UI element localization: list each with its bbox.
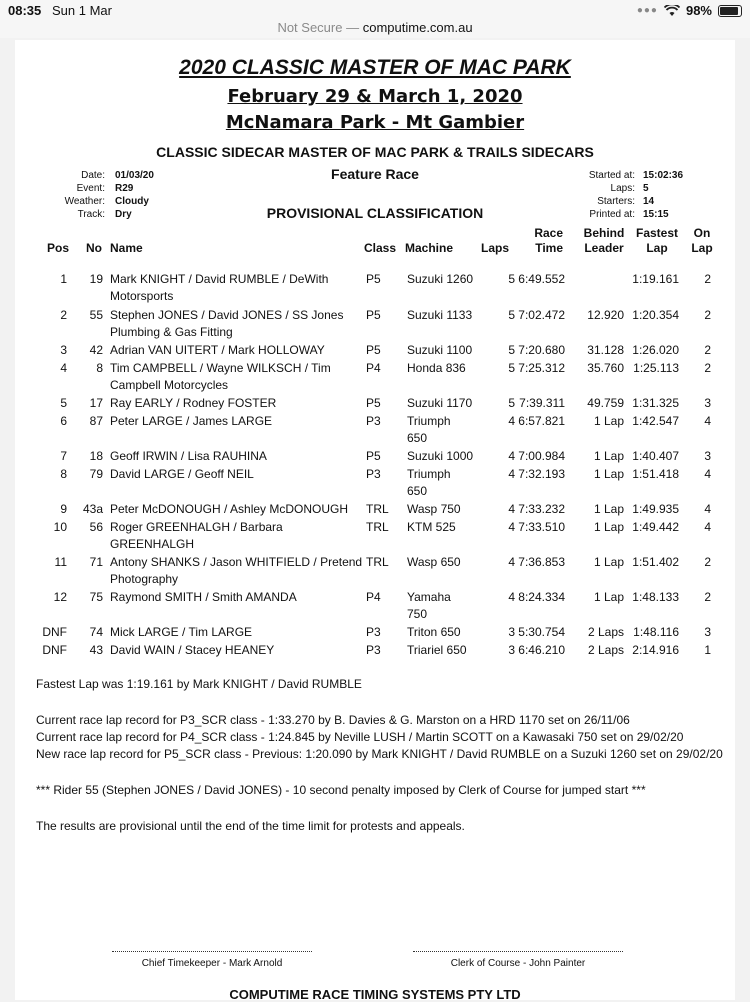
cell-fastest: 1:49.442 bbox=[632, 520, 679, 534]
event-dates: February 29 & March 1, 2020 bbox=[227, 86, 523, 107]
cell-race-time: 7:33.510 bbox=[518, 520, 565, 534]
status-bar bbox=[0, 0, 750, 20]
cell-pos: 8 bbox=[60, 467, 67, 481]
cell-race-time: 5:30.754 bbox=[518, 625, 565, 639]
cell-name: Peter McDONOUGH / Ashley McDONOUGH bbox=[110, 502, 349, 516]
cell-machine: Suzuki 1000 bbox=[407, 449, 474, 463]
cell-no: 18 bbox=[89, 449, 103, 463]
cell-race-time: 7:25.312 bbox=[518, 361, 565, 375]
cell-pos: 3 bbox=[60, 343, 67, 357]
cell-no: 55 bbox=[89, 308, 103, 322]
cell-laps: 5 bbox=[508, 272, 515, 286]
meta-starters-label: Starters: bbox=[597, 196, 635, 207]
meta-printed-value: 15:15 bbox=[643, 209, 669, 220]
venue: McNamara Park - Mt Gambier bbox=[225, 112, 525, 133]
header-on-lap: Lap bbox=[691, 241, 713, 255]
cell-race-time: 7:36.853 bbox=[518, 555, 565, 569]
cell-pos: 12 bbox=[53, 590, 67, 604]
cell-machine: Wasp 750 bbox=[407, 502, 461, 516]
meta-track-label: Track: bbox=[77, 209, 105, 220]
cell-fastest: 1:25.113 bbox=[633, 361, 679, 375]
cell-behind: 1 Lap bbox=[593, 555, 624, 569]
meta-event-label: Event: bbox=[76, 183, 105, 194]
results-document bbox=[15, 40, 735, 1000]
cell-name: Adrian VAN UITERT / Mark HOLLOWAY bbox=[110, 343, 325, 357]
cell-name: Stephen JONES / David JONES / SS Jones bbox=[110, 308, 344, 322]
cell-class: P5 bbox=[366, 343, 381, 357]
meta-right bbox=[555, 170, 725, 226]
cell-class: P3 bbox=[366, 625, 381, 639]
record-p4-note: Current race lap record for P4_SCR class - 1:24.845 by Neville LUSH / Martin SCOTT on a Kawasaki 750 set on 29/02/20 bbox=[36, 730, 684, 744]
header-name: Name bbox=[110, 241, 143, 255]
cell-behind: 49.759 bbox=[587, 396, 624, 410]
cell-laps: 5 bbox=[508, 343, 515, 357]
header-pos: Pos bbox=[47, 241, 70, 255]
cell-no: 79 bbox=[89, 467, 103, 481]
cell-fastest: 1:26.020 bbox=[632, 343, 679, 357]
cell-fastest: 1:31.325 bbox=[632, 396, 679, 410]
cell-on-lap: 2 bbox=[704, 361, 711, 375]
cell-no: 43a bbox=[82, 502, 103, 516]
cell-pos: 11 bbox=[54, 555, 67, 569]
cell-machine: Wasp 650 bbox=[407, 555, 461, 569]
timekeeper-signature: Chief Timekeeper - Mark Arnold bbox=[141, 958, 283, 969]
cell-machine: KTM 525 bbox=[407, 520, 456, 534]
classification-heading: PROVISIONAL CLASSIFICATION bbox=[266, 205, 484, 221]
cell-no: 42 bbox=[89, 343, 103, 357]
cell-behind: 1 Lap bbox=[593, 414, 624, 428]
cell-laps: 4 bbox=[508, 467, 515, 481]
cell-laps: 4 bbox=[508, 555, 515, 569]
cell-class: TRL bbox=[366, 520, 389, 534]
cell-name: Antony SHANKS / Jason WHITFIELD / Pretend bbox=[110, 555, 363, 569]
cell-no: 8 bbox=[96, 361, 103, 375]
cell-name: Ray EARLY / Rodney FOSTER bbox=[110, 396, 277, 410]
security-label: Not Secure bbox=[277, 20, 343, 35]
cell-pos: 5 bbox=[60, 396, 67, 410]
cell-pos: 6 bbox=[60, 414, 67, 428]
header-fastest-lap: Lap bbox=[646, 241, 668, 255]
cell-machine: Suzuki 1100 bbox=[407, 343, 473, 357]
header-fastest: Fastest bbox=[635, 226, 679, 240]
cell-name: Peter LARGE / James LARGE bbox=[110, 414, 273, 428]
clerk-signature: Clerk of Course - John Painter bbox=[450, 958, 586, 969]
meta-weather-label: Weather: bbox=[64, 196, 105, 207]
cell-pos: 9 bbox=[60, 502, 67, 516]
cell-on-lap: 4 bbox=[704, 414, 711, 428]
cell-name: Plumbing & Gas Fitting bbox=[110, 325, 233, 339]
cell-on-lap: 2 bbox=[704, 308, 711, 322]
cell-laps: 4 bbox=[508, 520, 515, 534]
cell-machine: 650 bbox=[407, 484, 428, 498]
cell-on-lap: 3 bbox=[704, 625, 711, 639]
cell-race-time: 6:46.210 bbox=[518, 643, 565, 657]
cell-no: 43 bbox=[89, 643, 103, 657]
cell-class: P5 bbox=[366, 449, 381, 463]
cell-class: P3 bbox=[366, 643, 381, 657]
cell-on-lap: 2 bbox=[704, 555, 711, 569]
cell-class: P3 bbox=[366, 414, 381, 428]
cell-pos: 7 bbox=[60, 449, 67, 463]
cell-name: Mick LARGE / Tim LARGE bbox=[110, 625, 253, 639]
header-on: On bbox=[693, 226, 711, 240]
meta-starters-value: 14 bbox=[643, 196, 655, 207]
cell-behind: 1 Lap bbox=[593, 467, 624, 481]
cell-race-time: 7:02.472 bbox=[518, 308, 565, 322]
url-separator: — bbox=[346, 20, 360, 35]
cell-laps: 4 bbox=[508, 590, 515, 604]
meta-date-value: 01/03/20 bbox=[115, 170, 154, 181]
url-domain: computime.com.au bbox=[362, 20, 473, 35]
document-title: 2020 CLASSIC MASTER OF MAC PARK bbox=[179, 56, 571, 79]
cell-on-lap: 2 bbox=[704, 272, 711, 286]
cell-behind: 1 Lap bbox=[593, 449, 624, 463]
cell-machine: Suzuki 1133 bbox=[407, 308, 473, 322]
cell-laps: 5 bbox=[508, 361, 515, 375]
cell-laps: 5 bbox=[508, 396, 515, 410]
cell-on-lap: 2 bbox=[704, 343, 711, 357]
cell-fastest: 1:42.547 bbox=[632, 414, 679, 428]
cell-race-time: 7:00.984 bbox=[518, 449, 565, 463]
cell-laps: 4 bbox=[508, 414, 515, 428]
cell-machine: Triton 650 bbox=[407, 625, 461, 639]
race-name: Feature Race bbox=[331, 166, 419, 182]
cell-machine: Triariel 650 bbox=[407, 643, 467, 657]
meta-started-label: Started at: bbox=[588, 170, 635, 181]
header-time: Time bbox=[535, 241, 563, 255]
meta-track-value: Dry bbox=[115, 209, 132, 220]
cell-class: P4 bbox=[366, 590, 381, 604]
cell-pos: 2 bbox=[60, 308, 67, 322]
cell-laps: 4 bbox=[508, 449, 515, 463]
clerk-signature-line bbox=[413, 951, 623, 952]
cell-race-time: 8:24.334 bbox=[518, 590, 565, 604]
cell-laps: 3 bbox=[508, 625, 515, 639]
cell-class: TRL bbox=[366, 555, 389, 569]
cell-on-lap: 3 bbox=[704, 449, 711, 463]
cell-fastest: 1:48.116 bbox=[633, 625, 679, 639]
wifi-icon bbox=[664, 5, 680, 17]
event-title: CLASSIC SIDECAR MASTER OF MAC PARK & TRAILS SIDECARS bbox=[156, 144, 594, 160]
footer-company: COMPUTIME RACE TIMING SYSTEMS PTY LTD bbox=[229, 987, 521, 1002]
cell-name: Tim CAMPBELL / Wayne WILKSCH / Tim bbox=[110, 361, 331, 375]
address-bar[interactable] bbox=[0, 20, 750, 38]
cell-behind: 1 Lap bbox=[593, 590, 624, 604]
header-class: Class bbox=[364, 241, 397, 255]
cell-machine: Triumph bbox=[407, 414, 451, 428]
cell-race-time: 7:39.311 bbox=[519, 396, 565, 410]
header-no: No bbox=[86, 241, 102, 255]
cell-machine: Suzuki 1260 bbox=[407, 272, 474, 286]
fastest-lap-note: Fastest Lap was 1:19.161 by Mark KNIGHT / David RUMBLE bbox=[36, 677, 362, 691]
header-behind: Behind bbox=[583, 226, 625, 240]
header-machine: Machine bbox=[405, 241, 454, 255]
cell-no: 19 bbox=[89, 272, 103, 286]
cell-name: Mark KNIGHT / David RUMBLE / DeWith bbox=[110, 272, 329, 286]
meta-date-label: Date: bbox=[81, 170, 105, 181]
cell-machine: 650 bbox=[407, 431, 428, 445]
cell-race-time: 6:49.552 bbox=[518, 272, 565, 286]
cell-name: Raymond SMITH / Smith AMANDA bbox=[110, 590, 297, 604]
cell-class: P5 bbox=[366, 308, 381, 322]
cell-name: Photography bbox=[110, 572, 179, 586]
meta-weather-value: Cloudy bbox=[115, 196, 149, 207]
cell-pos: 1 bbox=[60, 272, 67, 286]
header-race: Race bbox=[534, 226, 563, 240]
cell-fastest: 2:14.916 bbox=[632, 643, 679, 657]
cell-on-lap: 4 bbox=[704, 467, 711, 481]
cell-pos: DNF bbox=[42, 643, 67, 657]
cell-fastest: 1:51.402 bbox=[632, 555, 679, 569]
cell-class: TRL bbox=[366, 502, 389, 516]
cell-no: 74 bbox=[89, 625, 103, 639]
multitask-dots-icon[interactable]: ●●● bbox=[636, 5, 658, 16]
cell-name: Geoff IRWIN / Lisa RAUHINA bbox=[110, 449, 267, 463]
status-date: Sun 1 Mar bbox=[52, 3, 112, 18]
cell-fastest: 1:20.354 bbox=[632, 308, 679, 322]
cell-on-lap: 1 bbox=[704, 643, 711, 657]
cell-no: 87 bbox=[89, 414, 103, 428]
cell-no: 17 bbox=[89, 396, 103, 410]
cell-behind: 35.760 bbox=[587, 361, 624, 375]
record-p3-note: Current race lap record for P3_SCR class - 1:33.270 by B. Davies & G. Marston on a HRD 1170 set on 26/11/06 bbox=[36, 713, 630, 727]
meta-left bbox=[15, 170, 215, 226]
cell-fastest: 1:49.935 bbox=[632, 502, 679, 516]
cell-behind: 1 Lap bbox=[593, 520, 624, 534]
battery-percent: 98% bbox=[685, 3, 712, 18]
cell-fastest: 1:48.133 bbox=[632, 590, 679, 604]
cell-on-lap: 4 bbox=[704, 502, 711, 516]
cell-class: P4 bbox=[366, 361, 381, 375]
cell-fastest: 1:40.407 bbox=[632, 449, 679, 463]
record-p5-note: New race lap record for P5_SCR class - Previous: 1:20.090 by Mark KNIGHT / David RUMBLE on a Suzuki 1260 set on 29/02/20 bbox=[36, 747, 723, 761]
cell-class: P3 bbox=[366, 467, 381, 481]
cell-machine: 750 bbox=[407, 607, 428, 621]
cell-machine: Honda 836 bbox=[407, 361, 466, 375]
timekeeper-signature-line bbox=[112, 951, 312, 952]
provisional-note: The results are provisional until the end of the time limit for protests and appeals. bbox=[36, 819, 465, 833]
cell-name: Campbell Motorcycles bbox=[110, 378, 229, 392]
cell-on-lap: 3 bbox=[704, 396, 711, 410]
battery-icon bbox=[718, 5, 742, 17]
cell-pos: 10 bbox=[53, 520, 67, 534]
cell-class: P5 bbox=[366, 272, 381, 286]
cell-on-lap: 2 bbox=[704, 590, 711, 604]
meta-event-value: R29 bbox=[115, 183, 134, 194]
cell-machine: Triumph bbox=[407, 467, 451, 481]
cell-pos: 4 bbox=[60, 361, 67, 375]
cell-no: 56 bbox=[89, 520, 103, 534]
cell-name: Roger GREENHALGH / Barbara bbox=[110, 520, 283, 534]
cell-behind: 12.920 bbox=[587, 308, 624, 322]
cell-laps: 5 bbox=[508, 308, 515, 322]
cell-behind: 1 Lap bbox=[593, 502, 624, 516]
cell-machine: Yamaha bbox=[407, 590, 451, 604]
status-time: 08:35 bbox=[8, 3, 42, 18]
cell-no: 71 bbox=[89, 555, 103, 569]
cell-name: GREENHALGH bbox=[110, 537, 195, 551]
header-laps: Laps bbox=[481, 241, 510, 255]
cell-behind: 31.128 bbox=[587, 343, 624, 357]
cell-machine: Suzuki 1170 bbox=[407, 396, 473, 410]
cell-name: Motorsports bbox=[110, 289, 174, 303]
cell-class: P5 bbox=[366, 396, 381, 410]
cell-fastest: 1:51.418 bbox=[632, 467, 679, 481]
cell-laps: 4 bbox=[508, 502, 515, 516]
cell-on-lap: 4 bbox=[704, 520, 711, 534]
penalty-note: *** Rider 55 (Stephen JONES / David JONES) - 10 second penalty imposed by Clerk of Course for jumped start *** bbox=[36, 783, 646, 797]
cell-race-time: 7:20.680 bbox=[518, 343, 565, 357]
cell-race-time: 7:32.193 bbox=[518, 467, 565, 481]
cell-pos: DNF bbox=[42, 625, 67, 639]
header-leader: Leader bbox=[584, 241, 624, 255]
meta-laps-value: 5 bbox=[643, 183, 649, 194]
meta-started-value: 15:02:36 bbox=[643, 170, 684, 181]
meta-laps-label: Laps: bbox=[610, 183, 635, 194]
meta-printed-label: Printed at: bbox=[589, 209, 635, 220]
cell-name: David LARGE / Geoff NEIL bbox=[110, 467, 254, 481]
cell-fastest: 1:19.161 bbox=[632, 272, 679, 286]
cell-no: 75 bbox=[89, 590, 103, 604]
cell-race-time: 6:57.821 bbox=[518, 414, 565, 428]
cell-name: David WAIN / Stacey HEANEY bbox=[110, 643, 275, 657]
cell-behind: 2 Laps bbox=[587, 643, 624, 657]
cell-race-time: 7:33.232 bbox=[518, 502, 565, 516]
cell-behind: 2 Laps bbox=[587, 625, 624, 639]
cell-laps: 3 bbox=[508, 643, 515, 657]
